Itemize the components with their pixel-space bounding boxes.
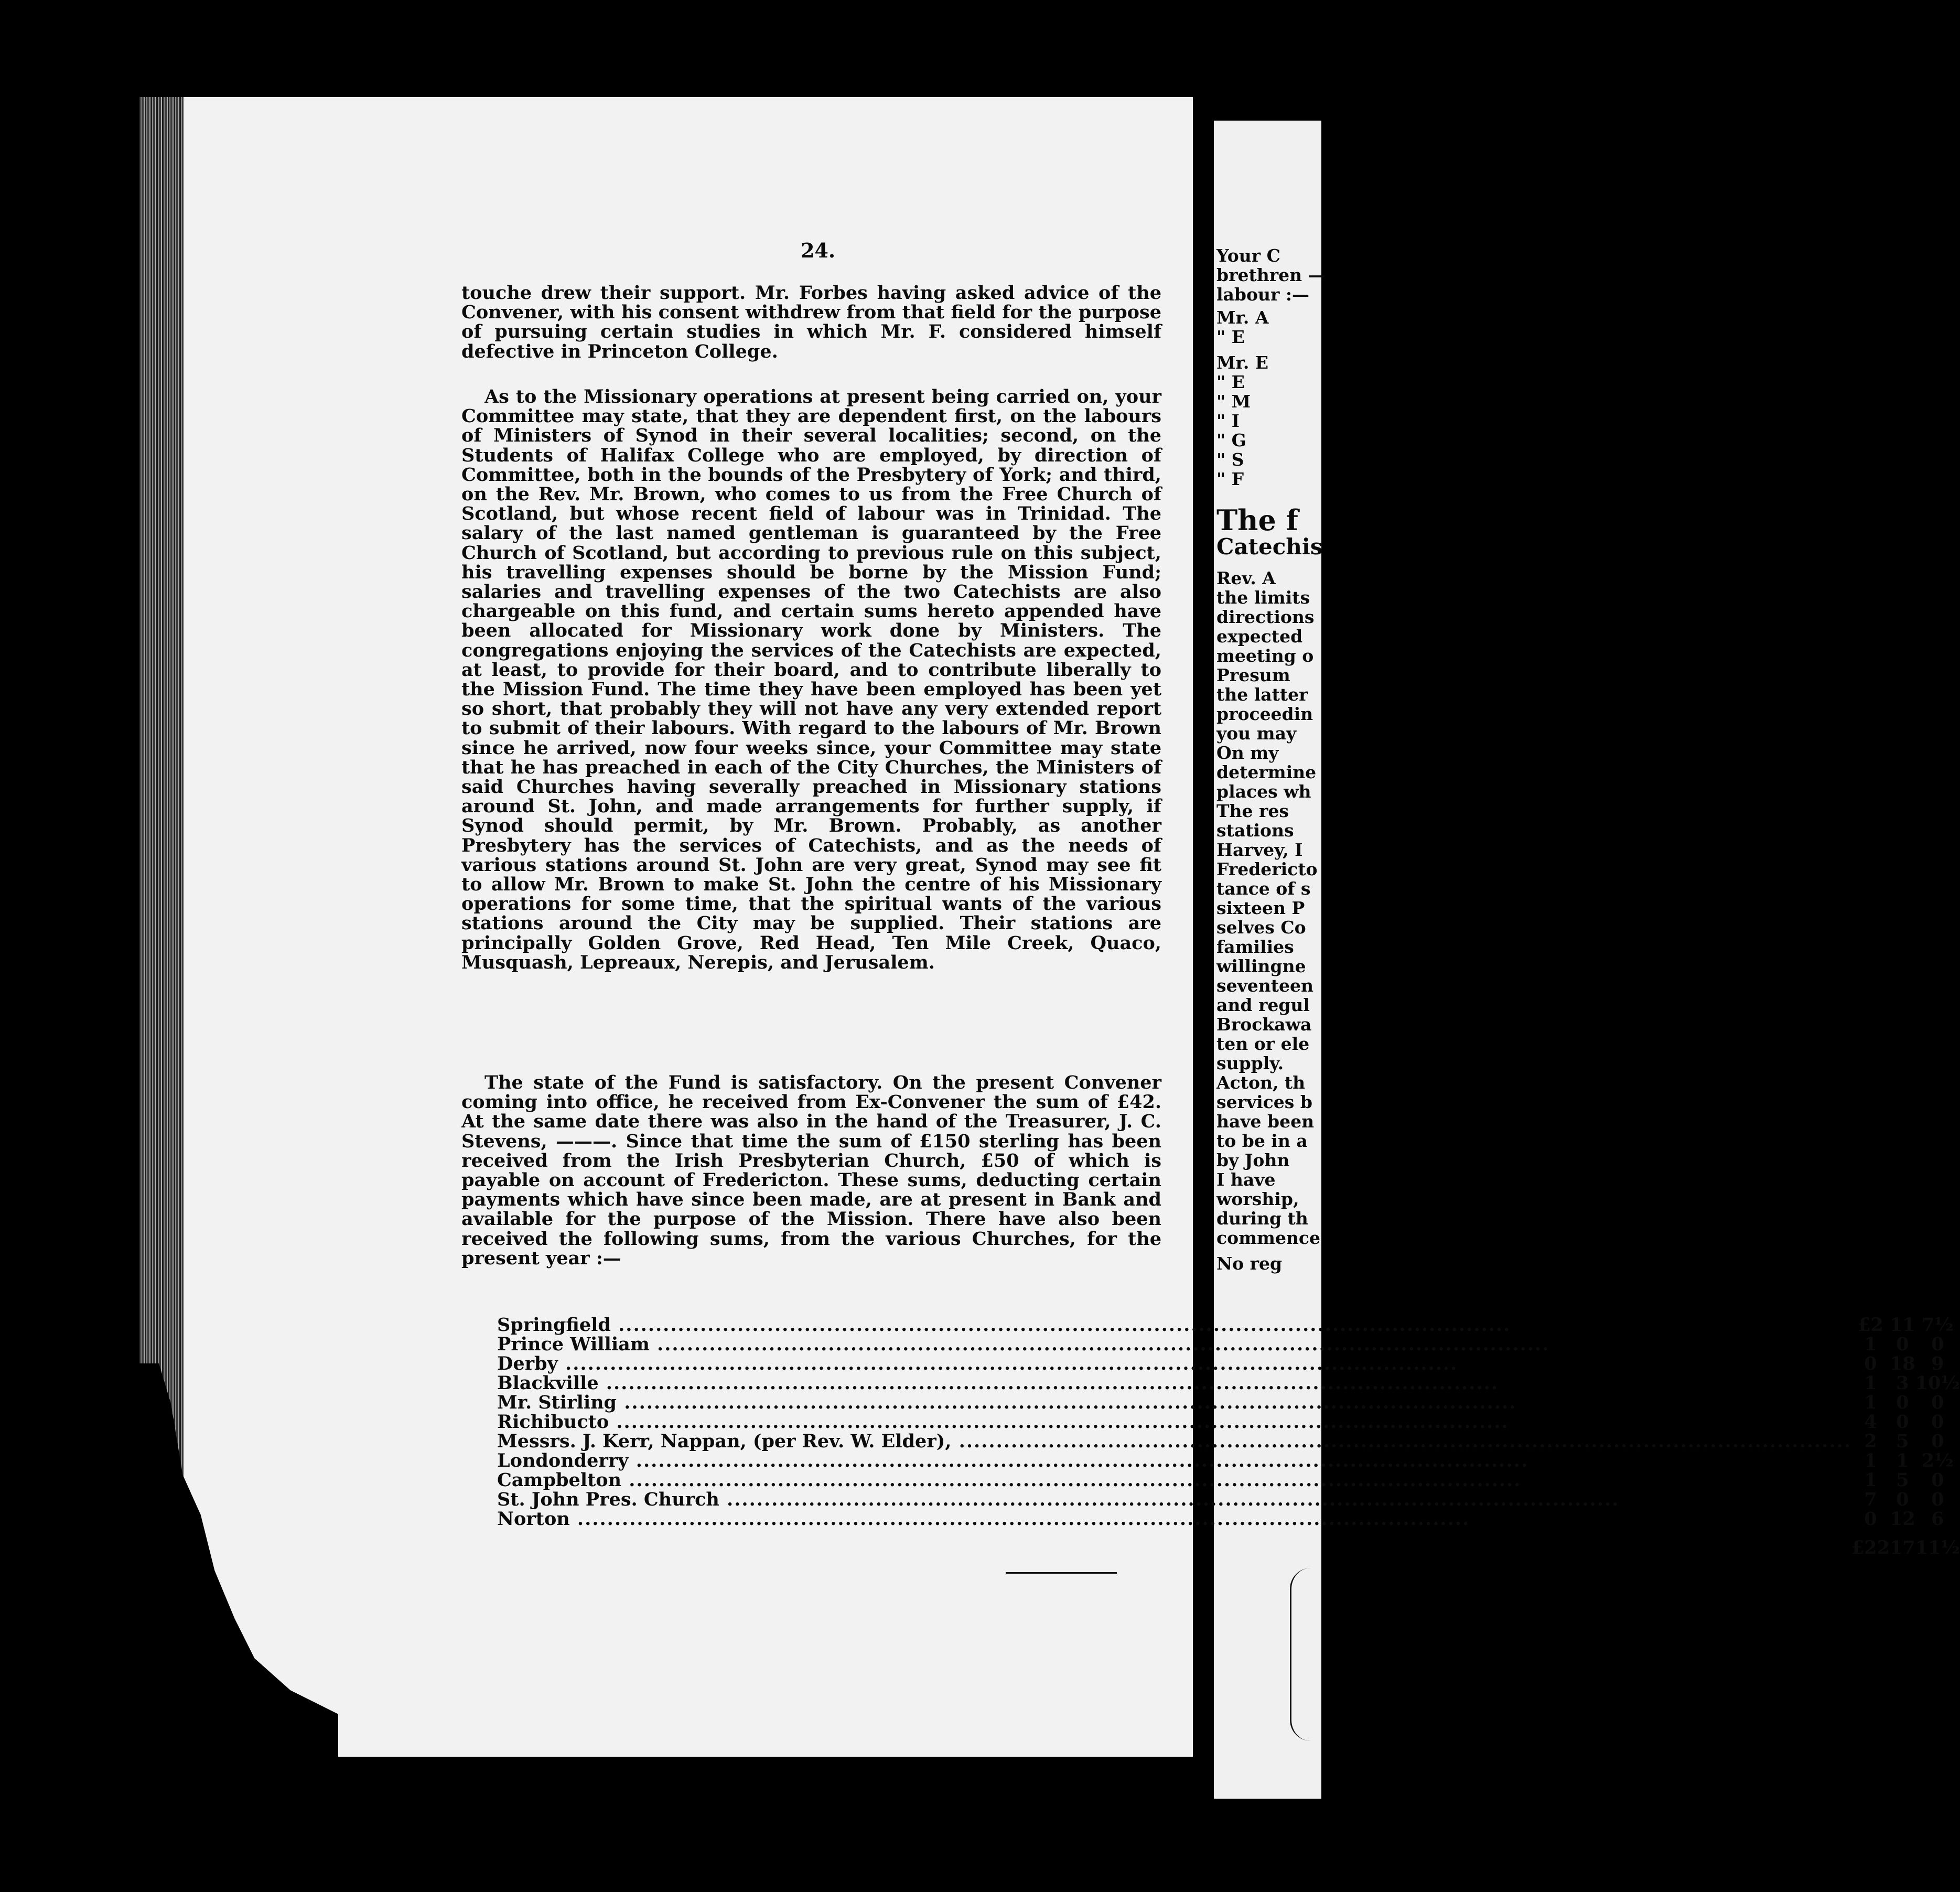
right-page-line: stations [1216, 820, 1294, 841]
right-page-line: Harvey, I [1216, 840, 1303, 860]
total-rule [1006, 1572, 1117, 1574]
contribution-name-text: Blackville ..... [497, 1372, 1499, 1394]
right-page-line: Rev. A [1216, 568, 1276, 588]
contribution-pounds: 1 [1864, 1450, 1877, 1471]
contribution-name-text: Londonderry ..... [497, 1450, 1528, 1471]
margin-pen-stroke [1290, 1568, 1312, 1741]
right-page-line: willingne [1216, 956, 1306, 976]
contribution-name [497, 1315, 1851, 1335]
contribution-pence: 0 [1931, 1392, 1944, 1413]
contribution-name-text: Mr. Stirling ..... [497, 1392, 1516, 1413]
right-page-line: labour :— [1216, 284, 1310, 305]
contribution-name [497, 1490, 1851, 1509]
right-page-line: The res [1216, 801, 1289, 821]
contribution-shillings: 3 [1896, 1372, 1909, 1394]
contribution-row [497, 1432, 1960, 1451]
right-page-line: ten or ele [1216, 1034, 1310, 1054]
right-page-line: Fredericto [1216, 859, 1318, 879]
right-page-line: to be in a [1216, 1131, 1308, 1151]
contribution-name-text: St. John Pres. Church ..... [497, 1489, 1619, 1510]
contribution-row [497, 1393, 1960, 1412]
contribution-shillings: 5 [1896, 1469, 1909, 1491]
right-page-line: commence [1216, 1228, 1321, 1248]
right-page-line: Mr. E [1216, 352, 1269, 373]
right-page-line: you may [1216, 723, 1297, 744]
contribution-pence: 10½ [1915, 1372, 1960, 1394]
contribution-shillings: 5 [1896, 1431, 1909, 1452]
page-number: 24. [800, 239, 836, 262]
right-page-line: directions [1216, 607, 1315, 627]
contribution-pounds: 2 [1864, 1431, 1877, 1452]
right-page-line: Your C [1216, 245, 1280, 266]
right-page-line: The f [1216, 503, 1298, 537]
contributions-table [497, 1315, 1960, 1557]
contribution-pounds: 1 [1864, 1392, 1877, 1413]
contribution-row [497, 1315, 1960, 1335]
right-page-line: seventeen [1216, 975, 1313, 996]
contribution-pence: 6 [1931, 1508, 1944, 1530]
contribution-pence: 0 [1931, 1411, 1944, 1433]
contribution-shillings: 0 [1896, 1489, 1909, 1510]
right-page-line: " E [1216, 372, 1245, 392]
contribution-name [497, 1470, 1851, 1490]
right-page-line: services b [1216, 1092, 1312, 1112]
contribution-row [497, 1335, 1960, 1354]
contribution-shillings: 18 [1889, 1353, 1915, 1374]
contribution-row [497, 1451, 1960, 1470]
contribution-shillings: 1 [1896, 1450, 1909, 1471]
contribution-shillings: 0 [1896, 1411, 1909, 1433]
right-page-line: " I [1216, 411, 1240, 431]
contribution-pounds: £2 [1858, 1314, 1883, 1336]
contribution-pounds: 0 [1864, 1508, 1877, 1530]
contribution-name [497, 1432, 1851, 1451]
right-page-line: " S [1216, 449, 1244, 470]
right-page-line: brethren — [1216, 265, 1326, 285]
contribution-shillings: 0 [1896, 1392, 1909, 1413]
contribution-name [497, 1451, 1851, 1470]
right-page-line: Brockawa [1216, 1014, 1312, 1035]
contribution-name [497, 1412, 1851, 1432]
paragraph-3: The state of the Fund is satisfactory. On the present Convener coming into office, he received from Ex-Convener the sum of £42. At the same date there was also in the hand of the Treasurer, J. C. Stevens, ———. Since that time the sum of £150 sterling has been received from the Irish Presbyterian Church, £50 of which is payable on account of Fredericton. These sums, deducting certain payments which have since been made, are at present in Bank and available for the purpose of the Mission. There have also been received the following sums, from the various Churches, for the present year :— [461, 1072, 1161, 1269]
contribution-pence: 2½ [1921, 1450, 1954, 1471]
contribution-name-text: Springfield ..... [497, 1314, 1511, 1336]
contribution-pence: 0 [1931, 1431, 1944, 1452]
contribution-name [497, 1354, 1851, 1373]
right-page-line: the latter [1216, 684, 1308, 705]
paragraph-3-block [461, 1073, 1161, 1278]
total-label [497, 1529, 1851, 1557]
contribution-row [497, 1470, 1960, 1490]
right-page-line: " G [1216, 430, 1246, 450]
contribution-row [497, 1490, 1960, 1509]
right-page-line: " M [1216, 391, 1251, 412]
right-page-line: worship, [1216, 1189, 1299, 1209]
contribution-row [497, 1412, 1960, 1432]
contribution-name-text: Norton ..... [497, 1508, 1470, 1530]
contribution-pence: 0 [1931, 1489, 1944, 1510]
paragraph-1: touche drew their support. Mr. Forbes having asked advice of the Convener, with his consent withdrew from that field for the purpose of pursuing certain studies in which Mr. F. considered himself defective in Princeton College. [461, 282, 1161, 362]
right-page-line: places wh [1216, 781, 1311, 802]
right-page-line: " E [1216, 327, 1245, 347]
right-page-line: No reg [1216, 1253, 1283, 1274]
total-shillings: 17 [1889, 1537, 1915, 1558]
right-page-line: families [1216, 937, 1294, 957]
right-page-line: determine [1216, 762, 1317, 782]
contributions-body [497, 1315, 1960, 1529]
contribution-name [497, 1509, 1851, 1529]
contribution-pounds: 1 [1864, 1334, 1877, 1355]
contribution-name-text: Richibucto ..... [497, 1411, 1509, 1433]
right-page-line: selves Co [1216, 917, 1306, 938]
contribution-shillings: 0 [1896, 1334, 1909, 1355]
right-page-line: supply. [1216, 1053, 1284, 1073]
contribution-shillings: 12 [1889, 1508, 1915, 1530]
right-page-line: tance of s [1216, 878, 1311, 899]
contribution-name [497, 1393, 1851, 1412]
total-pounds: £22 [1851, 1537, 1890, 1558]
right-page-line: expected [1216, 626, 1303, 647]
contribution-name [497, 1373, 1851, 1393]
right-page-line: meeting o [1216, 646, 1314, 666]
contribution-pounds: 1 [1864, 1372, 1877, 1394]
right-page-line: Presum [1216, 665, 1290, 685]
contribution-row [497, 1509, 1960, 1529]
paragraph-1-block [461, 283, 1161, 372]
total-row [497, 1529, 1960, 1557]
contribution-pounds: 7 [1864, 1489, 1877, 1510]
right-page-line: proceedin [1216, 704, 1313, 724]
contribution-pence: 9 [1931, 1353, 1944, 1374]
total-pence: 11½ [1915, 1537, 1960, 1558]
right-page-line: sixteen P [1216, 898, 1305, 918]
contribution-name-text: Derby ..... [497, 1353, 1458, 1374]
contribution-pounds: 0 [1864, 1353, 1877, 1374]
contribution-pence: 0 [1931, 1334, 1944, 1355]
contribution-row [497, 1373, 1960, 1393]
paragraph-2: As to the Missionary operations at present being carried on, your Committee may state, that they are dependent first, on the labours of Ministers of Synod in their several localities; second, on the Students of Halifax College who are employed, by direction of Committee, both in the bounds of the Presbytery of York; and third, on the Rev. Mr. Brown, who comes to us from the Free Church of Scotland, but whose recent field of labour was in Trinidad. The salary of the last named gentleman is guaranteed by the Free Church of Scotland, but according to previous rule on this subject, his travelling expenses should be borne by the Mission Fund; salaries and travelling expenses of the two Catechists are also chargeable on this fund, and certain sums hereto appended have been allocated for Missionary work done by Ministers. The congregations enjoying the services of the Catechists are expected, at least, to provide for their board, and to contribute liberally to the Mission Fund. The time they have been employed has been yet so short, that probably they will not have any very extended report to submit of their labours. With regard to the labours of Mr. Brown since he arrived, now four weeks since, your Committee may state that he has preached in each of the City Churches, the Ministers of said Churches having severally preached in Missionary stations around St. John, and made arrangements for further supply, if Synod should permit, by Mr. Brown. Probably, as another Presbytery has the services of Catechists, and as the needs of various stations around St. John are very great, Synod may see fit to allow Mr. Brown to make St. John the centre of his Missionary operations for some time, that the spiritual wants of the various stations around the City may be supplied. Their stations are principally Golden Grove, Red Head, Ten Mile Creek, Quaco, Musquash, Lepreaux, Nerepis, and Jerusalem. [461, 386, 1161, 973]
right-page-line: Mr. A [1216, 307, 1269, 328]
contribution-name [497, 1335, 1851, 1354]
paragraph-2-block [461, 387, 1161, 983]
contribution-pounds: 4 [1864, 1411, 1877, 1433]
contribution-pounds: 1 [1864, 1469, 1877, 1491]
right-page-line: Catechis [1216, 534, 1323, 560]
right-page-line: On my [1216, 743, 1279, 763]
contribution-shillings: 11 [1889, 1314, 1915, 1336]
contribution-name-text: Messrs. J. Kerr, Nappan, (per Rev. W. Elder), ..... [497, 1431, 1851, 1452]
right-page-line: I have [1216, 1169, 1276, 1190]
contribution-name-text: Prince William ..... [497, 1334, 1549, 1355]
right-page-line: have been [1216, 1111, 1315, 1132]
contribution-pence: 0 [1931, 1469, 1944, 1491]
right-page-line: and regul [1216, 995, 1310, 1015]
right-page-line: Acton, th [1216, 1072, 1306, 1093]
contribution-name-text: Campbelton ..... [497, 1469, 1521, 1491]
right-page-line: during th [1216, 1208, 1308, 1229]
contribution-row [497, 1354, 1960, 1373]
right-page-line: the limits [1216, 587, 1310, 608]
right-page-line: " F [1216, 469, 1244, 489]
contribution-pence: 7½ [1921, 1314, 1954, 1336]
right-page-line: by John [1216, 1150, 1290, 1170]
